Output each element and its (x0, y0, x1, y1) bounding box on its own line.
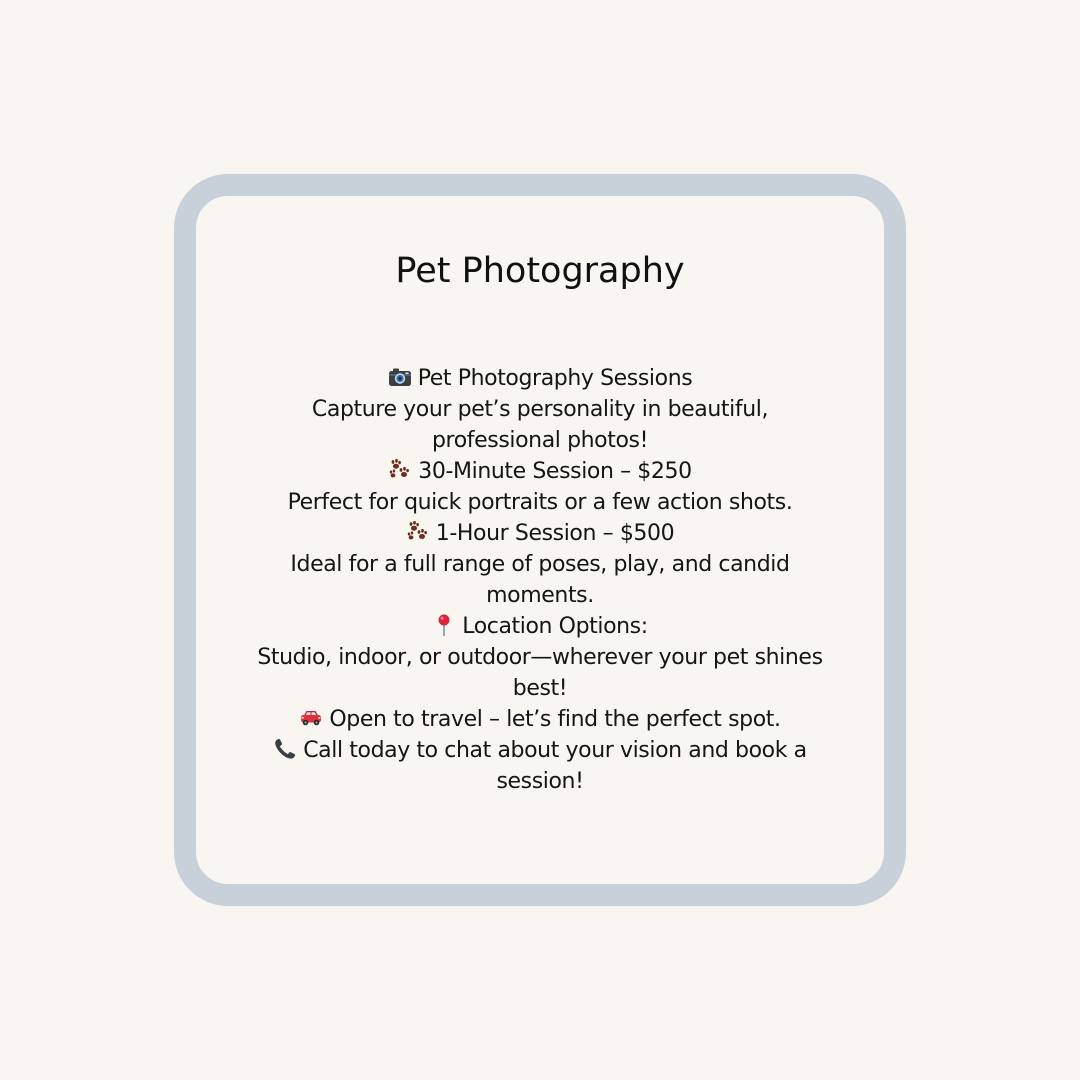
line-location-options (236, 611, 844, 642)
card-body (236, 363, 844, 797)
line-text: session! (496, 769, 584, 794)
line-sessions-heading (236, 363, 844, 394)
page-title: Pet Photography (395, 251, 685, 291)
paw-prints-icon (388, 458, 412, 482)
line-text: Capture your pet’s personality in beautiful, (311, 397, 769, 422)
line-travel (236, 704, 844, 735)
paw-prints-icon (406, 520, 430, 544)
car-icon (299, 706, 323, 730)
camera-icon (388, 365, 412, 389)
line-text: Perfect for quick portraits or a few action shots. (287, 490, 793, 515)
line-text: 30-Minute Session – $250 (418, 459, 692, 484)
line-text: Call today to chat about your vision and book a (303, 738, 807, 763)
line-professional (236, 425, 844, 456)
line-text: Pet Photography Sessions (417, 366, 693, 391)
telephone-icon (273, 737, 297, 761)
line-text: Studio, indoor, or outdoor—wherever your pet shines (257, 645, 823, 670)
line-30-minute-session (236, 456, 844, 487)
line-best (236, 673, 844, 704)
line-text: Location Options: (462, 614, 648, 639)
round-pushpin-icon (432, 613, 456, 637)
line-30-minute-description (236, 487, 844, 518)
line-capture (236, 394, 844, 425)
line-text: Ideal for a full range of poses, play, and candid (290, 552, 790, 577)
content-card (174, 174, 906, 906)
line-session (236, 766, 844, 797)
line-moments (236, 580, 844, 611)
line-studio-options (236, 642, 844, 673)
line-text: professional photos! (431, 428, 649, 453)
line-1-hour-description (236, 549, 844, 580)
line-text: Open to travel – let’s find the perfect spot. (329, 707, 781, 732)
line-call-today (236, 735, 844, 766)
line-text: best! (512, 676, 568, 701)
line-1-hour-session (236, 518, 844, 549)
line-text: 1-Hour Session – $500 (435, 521, 675, 546)
line-text: moments. (486, 583, 594, 608)
